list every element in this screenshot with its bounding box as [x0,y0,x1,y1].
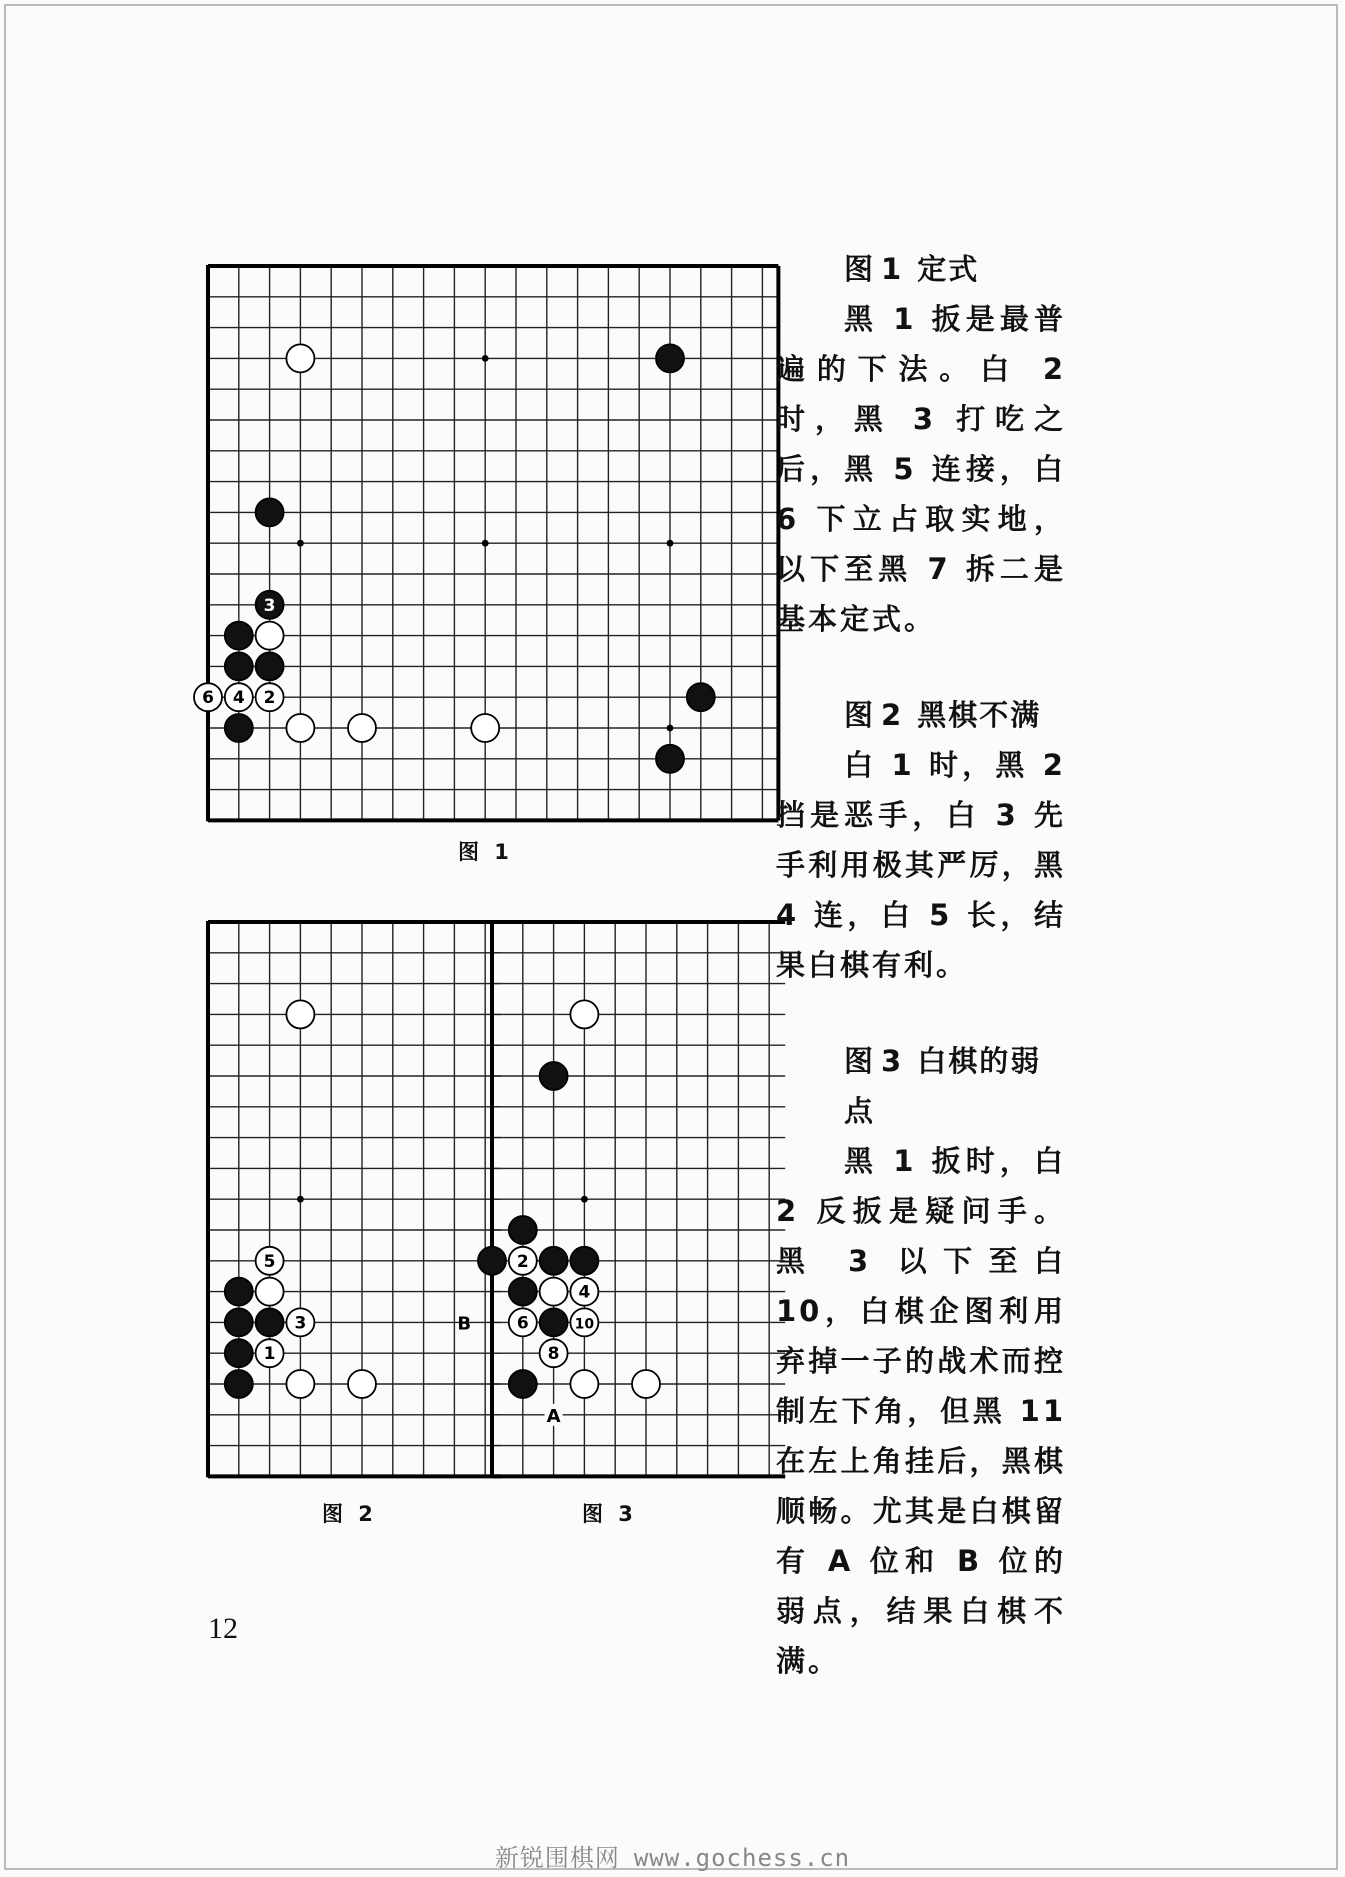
black-stone [509,1278,537,1306]
title-prefix: 图 [844,252,876,286]
page-number: 12 [208,1612,238,1645]
move-number: 2 [263,688,276,709]
black-stone [256,652,284,680]
move-number: 10 [574,1316,595,1333]
section-body-1: 黑 1 扳是最普遍的下法。白 2 时，黑 3 打吃之后，黑 5 连接，白 6 下立占取实地，以下至黑 7 拆二是基本定式。 [776,302,1066,636]
star-point [297,540,304,547]
move-number: 6 [202,688,214,709]
black-stone [225,1370,253,1398]
commentary-section-3 [776,1036,1066,1686]
title-prefix: 图 [844,698,876,732]
black-stone [656,745,684,773]
black-stone [509,1216,537,1244]
black-stone [478,1247,506,1275]
white-stone [256,622,284,650]
point-mark-label: B [457,1313,472,1335]
move-number: 5 [263,1251,276,1272]
move-number: 8 [547,1344,560,1365]
section-body-3: 黑 1 扳时，白 2 反扳是疑问手。黑 3 以下至白 10，白棋企图利用弃掉一子的战术而控制左下角，但黑 11 在左上角挂后，黑棋顺畅。尤其是白棋留有 A 位和 B 位的弱点，结果白棋不满。 [776,1144,1066,1678]
black-stone [225,714,253,742]
white-stone [256,1278,284,1306]
black-stone [656,344,684,372]
black-stone [540,1062,568,1090]
section-title-3 [776,1036,1066,1136]
move-number: 3 [263,595,276,616]
white-stone [286,1000,314,1028]
black-stone [256,1308,284,1336]
go-board-svg [457,912,789,1490]
black-stone [540,1247,568,1275]
watermark-site-name: 新锐围棋网 [494,1844,620,1872]
black-stone [687,683,715,711]
go-board-svg [192,912,505,1490]
black-stone [540,1308,568,1336]
move-number: 4 [578,1282,591,1303]
title-number: 3 [881,1044,904,1078]
star-point [667,725,674,732]
commentary-section-1 [776,244,1066,644]
move-number: 2 [516,1251,529,1272]
move-number: 6 [516,1313,529,1334]
point-mark-label: A [546,1405,561,1427]
figure-2-caption: 图 2 [322,1502,377,1526]
white-stone [471,714,499,742]
title-text: 白棋的弱点 [844,1044,1042,1128]
white-stone [286,344,314,372]
commentary-column [776,244,1066,1732]
title-number: 2 [881,698,904,732]
white-stone [286,714,314,742]
figure-1-caption: 图 1 [458,840,513,864]
move-number: 3 [294,1313,307,1334]
white-stone [570,1370,598,1398]
star-point [581,1196,588,1203]
black-stone [256,498,284,526]
star-point [667,540,674,547]
white-stone [348,1370,376,1398]
white-stone [348,714,376,742]
watermark [0,1838,1345,1873]
title-text: 定式 [917,252,980,286]
section-body-2: 白 1 时，黑 2 挡是恶手，白 3 先手利用极其严厉，黑 4 连，白 5 长，结果白棋有利。 [776,748,1066,982]
black-stone [225,1278,253,1306]
move-number: 4 [232,688,245,709]
figure-3-board [457,912,789,1490]
watermark-url: www.gochess.cn [633,1844,851,1872]
go-board-svg [192,256,782,834]
figure-1-board [192,256,782,834]
white-stone [286,1370,314,1398]
section-title-2 [776,690,1066,740]
black-stone [225,1308,253,1336]
title-text: 黑棋不满 [917,698,1042,732]
star-point [482,540,489,547]
black-stone [570,1247,598,1275]
star-point [482,355,489,362]
white-stone [632,1370,660,1398]
black-stone [225,622,253,650]
commentary-section-2 [776,690,1066,990]
move-number: 1 [263,1344,276,1365]
figure-3-caption: 图 3 [582,1502,637,1526]
star-point [297,1196,304,1203]
black-stone [225,652,253,680]
title-number: 1 [881,252,904,286]
white-stone [540,1278,568,1306]
section-title-1 [776,244,1066,294]
black-stone [225,1339,253,1367]
white-stone [570,1000,598,1028]
figure-2-board [192,912,505,1490]
title-prefix: 图 [844,1044,876,1078]
black-stone [509,1370,537,1398]
